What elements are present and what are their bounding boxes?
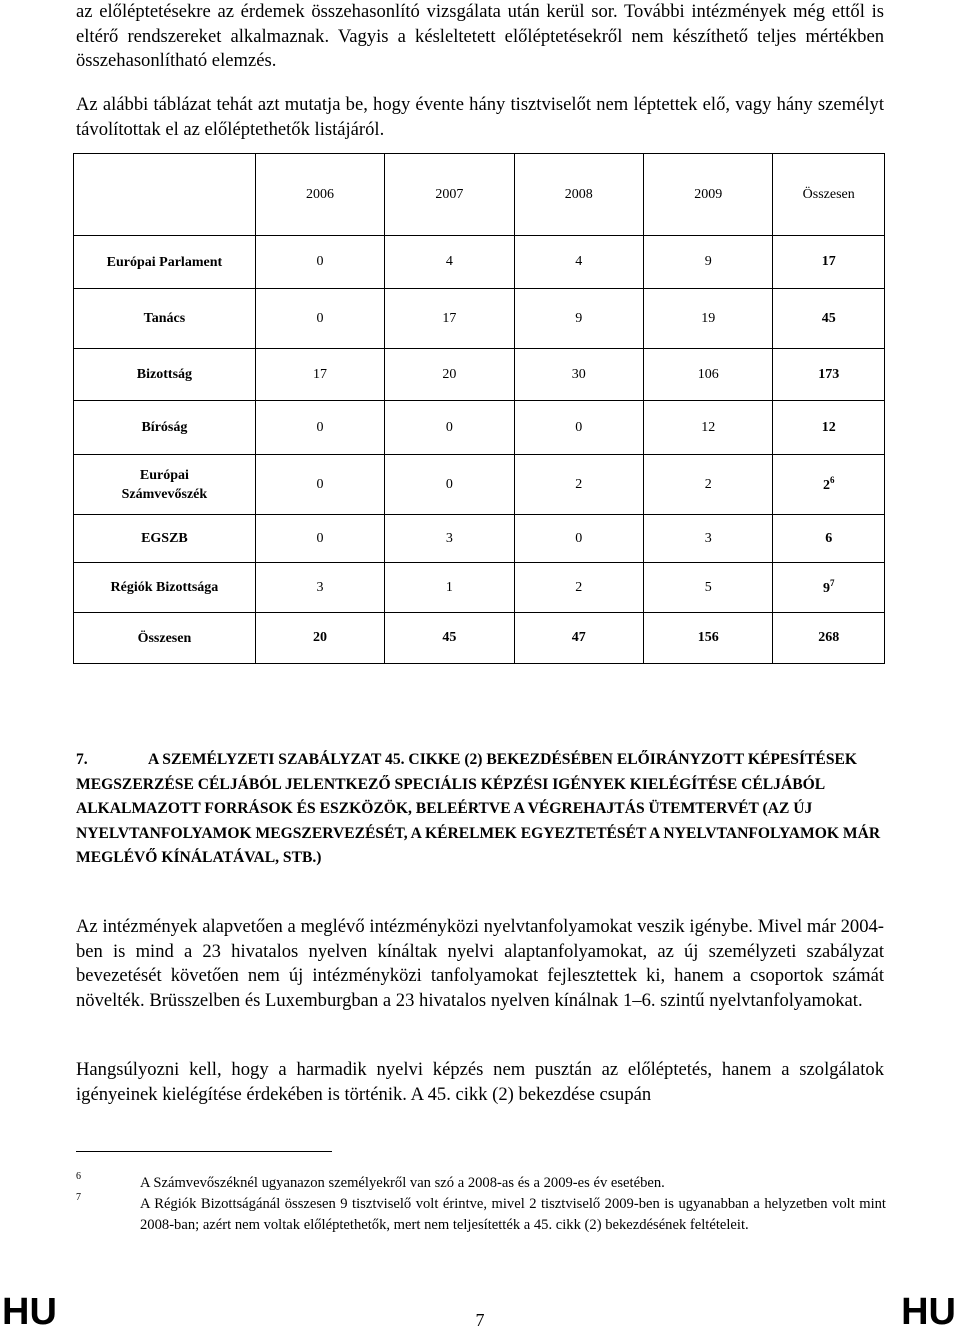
table-cell: 9: [514, 289, 643, 349]
table-cell: 2: [514, 563, 643, 613]
table-cell: 19: [644, 289, 773, 349]
total-cell: [773, 455, 885, 515]
section-heading: [76, 748, 884, 871]
table-cell: 45: [385, 613, 514, 664]
total-value: 17: [821, 254, 836, 269]
row-label: [74, 455, 256, 515]
total-cell: [773, 613, 885, 664]
row-label: Összesen: [74, 613, 256, 664]
total-value: 2: [822, 478, 830, 493]
section-title: A SZEMÉLYZETI SZABÁLYZAT 45. CIKKE (2) BEKEZDÉSÉBEN ELŐIRÁNYZOTT KÉPESÍTÉSEK MEGSZERZÉSE CÉLJÁBÓL JELENTKEZŐ SPECIÁLIS KÉPZÉSI IGÉNYEK KIELÉGÍTÉSE CÉLJÁBÓL ALKALMAZOTT FORRÁSOK ÉS ESZKÖZÖK, BELEÉRTVE A VÉGREHAJTÁS ÜTEMTERVÉT (AZ ÚJ NYELVTANFOLYAMOK MEGSZERVEZÉSÉT, A KÉRELMEK EGYEZTETÉSÉT A NYELVTANFOLYAMOK MÁR MEGLÉVŐ KÍNÁLATÁVAL, STB.): [76, 751, 881, 867]
table-row: [74, 289, 885, 349]
table-cell: 20: [255, 613, 384, 664]
table-cell: 3: [385, 515, 514, 563]
header-cell: 2009: [644, 154, 773, 236]
footnote-6: [76, 1173, 886, 1194]
table-cell: 17: [255, 349, 384, 401]
table-row: [74, 401, 885, 455]
section-number: 7.: [76, 751, 88, 768]
table-cell: 30: [514, 349, 643, 401]
intro-paragraph: az előléptetésekre az érdemek összehasonlító vizsgálata után kerül sor. További intézmények még ettől is eltérő rendszereket alkalmaznak. Vagyis a késleltetett előléptetésekről nem készíthető teljes mértékben összehasonlítható elemzés.: [76, 1, 884, 71]
total-value: 45: [821, 310, 836, 326]
table-cell: 0: [385, 455, 514, 515]
table-cell: 12: [644, 401, 773, 455]
footnote-text: A Számvevőszéknél ugyanazon személyekről van szó a 2008-as és a 2009-es év esetében.: [140, 1175, 665, 1191]
footnote-ref: 6: [829, 475, 835, 485]
body-paragraph-2: Hangsúlyozni kell, hogy a harmadik nyelvi képzés nem pusztán az előléptetés, hanem a szolgálatok igényeinek kielégítése érdekében is történik. A 45. cikk (2) bekezdése csupán: [76, 1059, 884, 1105]
table-cell: 5: [644, 563, 773, 613]
header-cell: Összesen: [773, 154, 885, 236]
table-cell: 4: [514, 236, 643, 289]
table-row: [74, 455, 885, 515]
total-cell: [773, 289, 885, 349]
table-row: [74, 236, 885, 289]
language-code-right: HU: [901, 1291, 956, 1333]
table-cell: 1: [385, 563, 514, 613]
table-header-row: [74, 154, 885, 236]
table-cell: 0: [514, 401, 643, 455]
table-row: [74, 563, 885, 613]
table-cell: 17: [385, 289, 514, 349]
row-label: EGSZB: [74, 515, 256, 563]
row-label: Európai Parlament: [74, 236, 256, 289]
language-code-left: HU: [2, 1291, 57, 1333]
footnote-number: 7: [76, 1192, 81, 1203]
header-empty-cell: [74, 154, 256, 236]
row-label: Tanács: [74, 289, 256, 349]
promotion-table: [73, 153, 885, 664]
row-label: Bíróság: [74, 401, 256, 455]
total-value: 12: [821, 419, 836, 435]
total-cell: [773, 401, 885, 455]
table-cell: 2: [644, 455, 773, 515]
table-row: [74, 613, 885, 664]
total-cell: [773, 236, 885, 289]
header-cell: 2007: [385, 154, 514, 236]
footnote-separator: [76, 1151, 332, 1152]
table-cell: 0: [255, 455, 384, 515]
table-lead-paragraph: Az alábbi táblázat tehát azt mutatja be, hogy évente hány tisztviselőt nem léptettek elő, vagy hány személyt távolítottak el az előléptethetők listájáról.: [76, 94, 884, 140]
footnote-7: [76, 1194, 886, 1235]
total-cell: [773, 349, 885, 401]
total-value: 173: [818, 366, 840, 382]
body-paragraph-1: Az intézmények alapvetően a meglévő intézményközi nyelvtanfolyamokat veszik igénybe. Mivel már 2004-ben is mind a 23 hivatalos nyelven kínáltak nyelvi alaptanfolyamokat, az új személyzeti szabályzat bevezetését követően nem új intézményközi tanfolyamokat fejlesztettek ki, hanem a csoportok számát növelték. Brüsszelben és Luxemburgban a 23 hivatalos nyelven kínálnak 1–6. szintű nyelvtanfolyamokat.: [76, 916, 884, 1011]
total-cell: [773, 563, 885, 613]
table-row: [74, 515, 885, 563]
table-row: [74, 349, 885, 401]
total-value: 9: [822, 581, 830, 596]
footnote-text: A Régiók Bizottságánál összesen 9 tisztviselő volt érintve, mivel 2 tisztviselő 2009-ben is ugyanabban a helyzetben volt mint 2008-ban; azért nem voltak előléptethetők, mert nem teljesítették a 45. cikk (2) bekezdésének feltételeit.: [140, 1196, 886, 1233]
table-cell: 2: [514, 455, 643, 515]
table-cell: 106: [644, 349, 773, 401]
row-label: Bizottság: [74, 349, 256, 401]
header-cell: 2008: [514, 154, 643, 236]
table-cell: 0: [385, 401, 514, 455]
table-cell: 0: [255, 515, 384, 563]
table-cell: 0: [514, 515, 643, 563]
footnote-number: 6: [76, 1171, 81, 1182]
table-cell: 156: [644, 613, 773, 664]
table-cell: 47: [514, 613, 643, 664]
total-value: 268: [818, 630, 840, 645]
row-label-text: Európai Számvevőszék: [121, 467, 208, 502]
total-cell: [773, 515, 885, 563]
total-value: 6: [825, 530, 833, 546]
table-cell: 3: [255, 563, 384, 613]
table-cell: 3: [644, 515, 773, 563]
footnote-ref: 7: [829, 578, 835, 588]
header-cell: 2006: [255, 154, 384, 236]
table-cell: 9: [644, 236, 773, 289]
table-cell: 20: [385, 349, 514, 401]
table-cell: 0: [255, 236, 384, 289]
row-label: Régiók Bizottsága: [74, 563, 256, 613]
table-cell: 4: [385, 236, 514, 289]
table-cell: 0: [255, 401, 384, 455]
page-number: 7: [475, 1310, 485, 1330]
table-cell: 0: [255, 289, 384, 349]
